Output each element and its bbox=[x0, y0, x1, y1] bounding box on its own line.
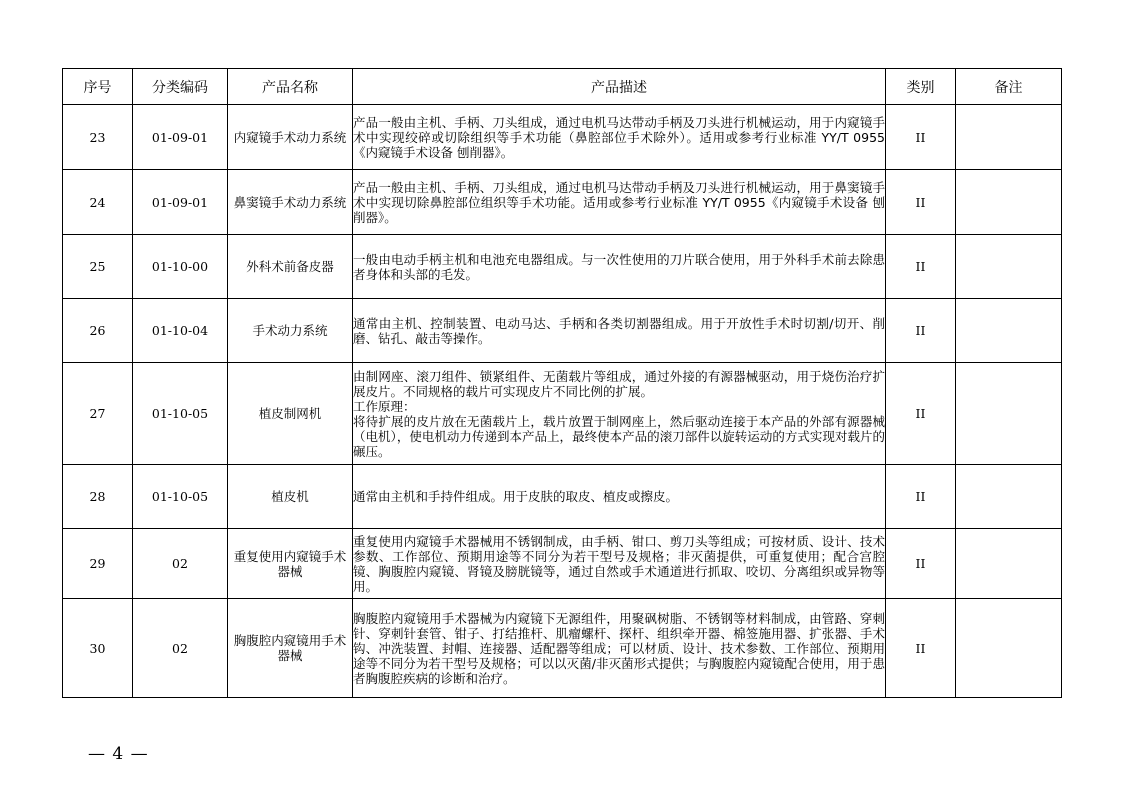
row-product-name: 鼻窦镜手术动力系统 bbox=[228, 170, 353, 235]
table-header-row bbox=[63, 69, 1062, 105]
description-paragraph: 通常由主机和手持件组成。用于皮肤的取皮、植皮或擦皮。 bbox=[353, 489, 679, 504]
row-description bbox=[353, 170, 886, 235]
page-number: — 4 — bbox=[88, 744, 149, 764]
row-number: 27 bbox=[63, 363, 133, 465]
header-description: 产品描述 bbox=[353, 69, 886, 105]
row-description bbox=[353, 105, 886, 170]
table-row bbox=[63, 529, 1062, 599]
row-number: 29 bbox=[63, 529, 133, 599]
table-row bbox=[63, 363, 1062, 465]
row-product-name: 胸腹腔内窥镜用手术器械 bbox=[228, 599, 353, 698]
row-code: 01-10-05 bbox=[133, 363, 228, 465]
table-row bbox=[63, 599, 1062, 698]
header-class: 类别 bbox=[886, 69, 956, 105]
table-row bbox=[63, 235, 1062, 299]
row-description bbox=[353, 235, 886, 299]
table-row bbox=[63, 465, 1062, 529]
row-description bbox=[353, 465, 886, 529]
row-note bbox=[956, 363, 1062, 465]
table-row bbox=[63, 299, 1062, 363]
row-class: II bbox=[886, 465, 956, 529]
row-class: II bbox=[886, 105, 956, 170]
row-description bbox=[353, 299, 886, 363]
header-number: 序号 bbox=[63, 69, 133, 105]
description-paragraph: 将待扩展的皮片放在无菌载片上，载片放置于制网座上，然后驱动连接于本产品的外部有源器械（电机），使电机动力传递到本产品上，最终使本产品的滚刀部件以旋转运动的方式实现对载片的碾压。 bbox=[353, 413, 885, 459]
description-paragraph: 一般由电动手柄主机和电池充电器组成。与一次性使用的刀片联合使用，用于外科手术前去除患者身体和头部的毛发。 bbox=[353, 251, 885, 282]
table-row bbox=[63, 170, 1062, 235]
description-paragraph: 通常由主机、控制装置、电动马达、手柄和各类切割器组成。用于开放性手术时切割/切开、削磨、钻孔、敲击等操作。 bbox=[353, 315, 885, 346]
row-description bbox=[353, 363, 886, 465]
description-paragraph: 胸腹腔内窥镜用手术器械为内窥镜下无源组件，用聚砜树脂、不锈钢等材料制成，由管路、穿刺针、穿刺针套管、钳子、打结推杆、肌瘤螺杆、探杆、组织牵开器、棉签施用器、扩张器、手术钩、冲洗装置、封帽、连接器、适配器等组成；可以材质、设计、技术参数、工作部位、预期用途等不同分为若干型号及规格；可以以灭菌/非灭菌形式提供；与胸腹腔内窥镜配合使用，用于患者胸腹腔疾病的诊断和治疗。 bbox=[353, 610, 885, 686]
row-number: 28 bbox=[63, 465, 133, 529]
row-class: II bbox=[886, 529, 956, 599]
row-class: II bbox=[886, 363, 956, 465]
row-code: 01-10-04 bbox=[133, 299, 228, 363]
row-code: 01-10-05 bbox=[133, 465, 228, 529]
header-name: 产品名称 bbox=[228, 69, 353, 105]
row-description bbox=[353, 529, 886, 599]
row-number: 30 bbox=[63, 599, 133, 698]
row-note bbox=[956, 299, 1062, 363]
description-paragraph: 产品一般由主机、手柄、刀头组成，通过电机马达带动手柄及刀头进行机械运动，用于内窥镜手术中实现绞碎或切除组织等手术功能（鼻腔部位手术除外）。适用或参考行业标准 YY/T 0955《内窥镜手术设备 刨削器》。 bbox=[353, 114, 885, 160]
table-row bbox=[63, 105, 1062, 170]
description-paragraph: 重复使用内窥镜手术器械用不锈钢制成，由手柄、钳口、剪刀头等组成；可按材质、设计、技术参数、工作部位、预期用途等不同分为若干型号及规格；非灭菌提供，可重复使用；配合宫腔镜、胸腹腔内窥镜、肾镜及膀胱镜等，通过自然或手术通道进行抓取、咬切、分离组织或异物等用。 bbox=[353, 533, 885, 594]
row-code: 02 bbox=[133, 529, 228, 599]
row-product-name: 手术动力系统 bbox=[228, 299, 353, 363]
row-code: 02 bbox=[133, 599, 228, 698]
header-note: 备注 bbox=[956, 69, 1062, 105]
device-catalog-table bbox=[62, 68, 1062, 698]
row-class: II bbox=[886, 299, 956, 363]
row-code: 01-09-01 bbox=[133, 105, 228, 170]
row-product-name: 外科术前备皮器 bbox=[228, 235, 353, 299]
row-product-name: 重复使用内窥镜手术器械 bbox=[228, 529, 353, 599]
row-description bbox=[353, 599, 886, 698]
row-note bbox=[956, 465, 1062, 529]
row-class: II bbox=[886, 170, 956, 235]
row-note bbox=[956, 170, 1062, 235]
row-note bbox=[956, 105, 1062, 170]
description-paragraph: 由制网座、滚刀组件、锁紧组件、无菌载片等组成，通过外接的有源器械驱动，用于烧伤治疗扩展皮片。不同规格的载片可实现皮片不同比例的扩展。 bbox=[353, 368, 885, 399]
row-code: 01-09-01 bbox=[133, 170, 228, 235]
row-code: 01-10-00 bbox=[133, 235, 228, 299]
row-class: II bbox=[886, 599, 956, 698]
row-note bbox=[956, 599, 1062, 698]
row-product-name: 植皮机 bbox=[228, 465, 353, 529]
row-number: 26 bbox=[63, 299, 133, 363]
description-paragraph: 产品一般由主机、手柄、刀头组成，通过电机马达带动手柄及刀头进行机械运动，用于鼻窦镜手术中实现切除鼻腔部位组织等手术功能。适用或参考行业标准 YY/T 0955《内窥镜手术设备 刨削器》。 bbox=[353, 179, 885, 225]
row-number: 24 bbox=[63, 170, 133, 235]
row-number: 25 bbox=[63, 235, 133, 299]
row-product-name: 植皮制网机 bbox=[228, 363, 353, 465]
row-product-name: 内窥镜手术动力系统 bbox=[228, 105, 353, 170]
row-class: II bbox=[886, 235, 956, 299]
header-code: 分类编码 bbox=[133, 69, 228, 105]
row-note bbox=[956, 529, 1062, 599]
row-number: 23 bbox=[63, 105, 133, 170]
description-paragraph: 工作原理： bbox=[353, 398, 416, 414]
row-note bbox=[956, 235, 1062, 299]
